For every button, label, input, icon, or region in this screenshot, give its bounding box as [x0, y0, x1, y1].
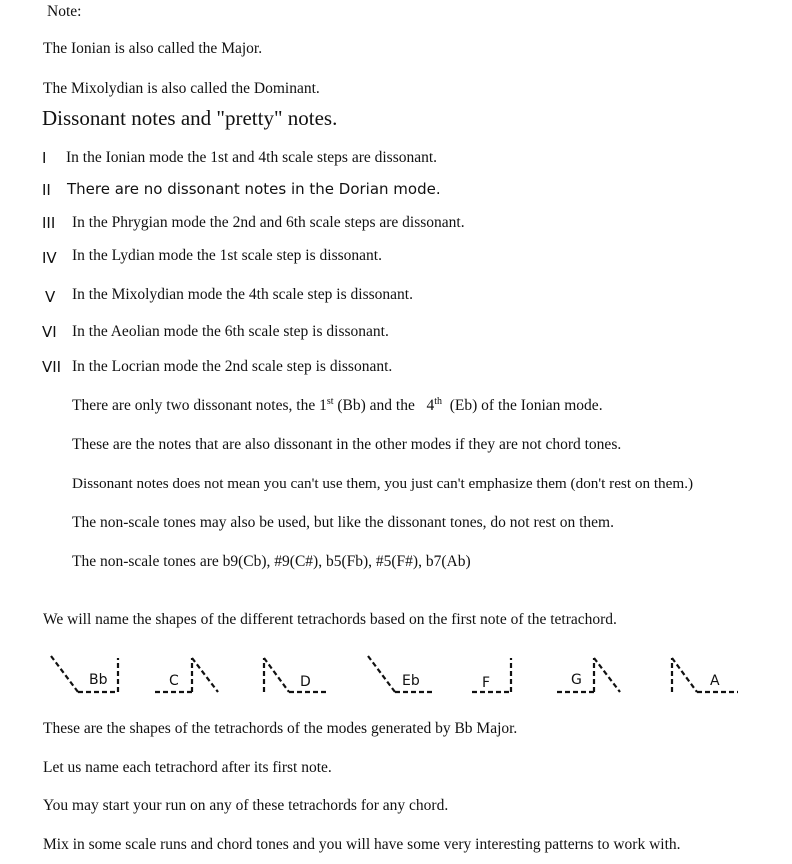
tetrachord-label-bb: Bb	[89, 672, 108, 688]
tetrachord-shape-f	[472, 658, 511, 692]
tetrachord-shape-bb	[51, 656, 118, 692]
mode-text: In the Mixolydian mode the 4th scale step is dissonant.	[72, 286, 413, 303]
mode-numeral: VII	[42, 358, 62, 376]
closing-line: You may start your run on any of these tetrachords for any chord.	[43, 797, 449, 814]
two-dissonant-part1: There are only two dissonant notes, the 1	[72, 397, 327, 414]
section-heading: Dissonant notes and "pretty" notes.	[42, 106, 338, 130]
note-line: These are the notes that are also dissonant in the other modes if they are not chord tones.	[72, 436, 622, 453]
tetrachord-shape-eb	[368, 656, 433, 692]
tetrachord-label-a: A	[710, 673, 720, 689]
two-dissonant-part2: (Bb) and the 4	[333, 397, 435, 414]
mode-text: In the Phrygian mode the 2nd and 6th scale steps are dissonant.	[72, 214, 465, 231]
tetrachord-label-d: D	[300, 674, 311, 690]
tetrachord-label-g: G	[571, 672, 582, 688]
mode-text: In the Ionian mode the 1st and 4th scale steps are dissonant.	[66, 149, 438, 166]
mode-text: In the Lydian mode the 1st scale step is dissonant.	[72, 247, 382, 264]
tetrachord-shape-g	[557, 658, 620, 692]
closing-line: These are the shapes of the tetrachords of the modes generated by Bb Major.	[43, 720, 518, 737]
tetrachord-shape-d	[264, 658, 328, 692]
closing-line: Mix in some scale runs and chord tones and you will have some very interesting patterns to work with.	[43, 836, 681, 853]
sup-th: th	[434, 396, 443, 407]
tetrachord-shapes	[40, 650, 750, 700]
closing-line: Let us name each tetrachord after its first note.	[43, 759, 332, 776]
mode-numeral: II	[42, 181, 51, 199]
tetrachord-label-eb: Eb	[402, 673, 420, 689]
tetrachord-label-f: F	[482, 675, 491, 691]
tetrachord-label-c: C	[169, 673, 179, 689]
note-label: Note:	[47, 3, 82, 20]
mode-text: In the Locrian mode the 2nd scale step is dissonant.	[72, 358, 393, 375]
note-line: The non-scale tones are b9(Cb), #9(C#), b5(Fb), #5(F#), b7(Ab)	[72, 553, 471, 570]
alias-mixolydian: The Mixolydian is also called the Dominant.	[43, 80, 320, 97]
two-dissonant-notes	[72, 397, 603, 415]
mode-numeral: V	[45, 288, 56, 306]
two-dissonant-part3: (Eb) of the Ionian mode.	[442, 397, 603, 414]
mode-numeral: I	[42, 149, 47, 167]
tetrachord-shape-c	[155, 658, 218, 692]
note-line: The non-scale tones may also be used, but like the dissonant tones, do not rest on them.	[72, 514, 614, 531]
sup-st: st	[326, 396, 334, 407]
alias-ionian: The Ionian is also called the Major.	[43, 40, 263, 57]
mode-numeral: IV	[42, 249, 57, 267]
note-line: Dissonant notes does not mean you can't use them, you just can't emphasize them (don't rest on them.)	[72, 475, 694, 492]
mode-text: In the Aeolian mode the 6th scale step is dissonant.	[72, 323, 389, 340]
tetrachord-intro: We will name the shapes of the different tetrachords based on the first note of the tetrachord.	[43, 611, 617, 628]
tetrachord-shape-a	[672, 658, 738, 692]
mode-numeral: III	[42, 214, 56, 232]
mode-text: There are no dissonant notes in the Dorian mode.	[67, 180, 441, 198]
mode-numeral: VI	[42, 323, 57, 341]
